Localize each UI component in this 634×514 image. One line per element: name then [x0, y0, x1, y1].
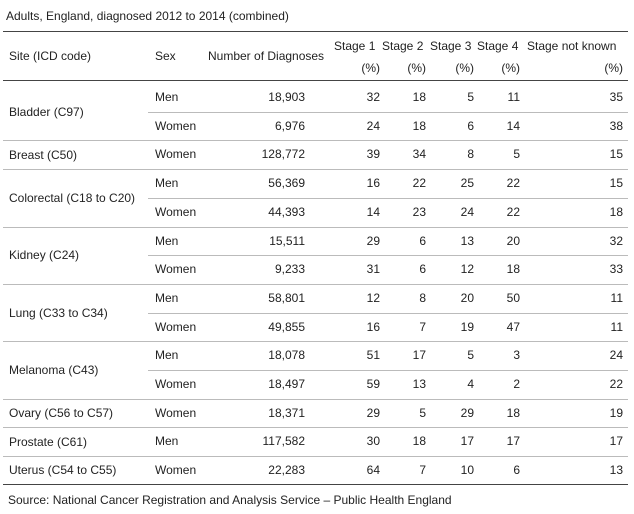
diagnoses-cell: 22,283 [268, 463, 305, 478]
unknown-cell: 15 [609, 176, 623, 191]
site-cell: Melanoma (C43) [9, 363, 99, 377]
header-stage-unknown: Stage not known [527, 39, 617, 53]
s4-cell: 14 [506, 118, 520, 133]
unknown-cell: 18 [609, 204, 623, 219]
sex-cell: Women [155, 147, 197, 162]
s3-cell: 8 [467, 147, 474, 162]
unknown-cell: 15 [609, 147, 623, 162]
header-stage3-unit: (%) [455, 61, 474, 75]
header-stage4-unit: (%) [501, 61, 520, 75]
s1-cell: 29 [366, 405, 380, 420]
header-stage1-unit: (%) [361, 61, 380, 75]
s4-cell: 50 [506, 290, 520, 305]
site-cell: Lung (C33 to C34) [9, 306, 108, 320]
s2-cell: 34 [412, 147, 426, 162]
row-divider [148, 370, 628, 371]
sex-cell: Women [155, 118, 197, 133]
s3-cell: 4 [467, 377, 474, 391]
s3-cell: 24 [460, 204, 474, 219]
s3-cell: 20 [460, 290, 474, 305]
site-cell: Colorectal (C18 to C20) [9, 191, 136, 205]
row-divider [148, 112, 628, 113]
sex-cell: Men [155, 348, 179, 363]
diagnoses-cell: 18,078 [268, 348, 305, 363]
sex-cell: Women [155, 262, 197, 277]
header-stage2: Stage 2 [382, 39, 424, 53]
unknown-cell: 32 [609, 233, 623, 248]
sex-cell: Men [155, 90, 179, 104]
diagnoses-cell: 18,371 [268, 405, 305, 420]
s2-cell: 8 [419, 290, 426, 305]
row-divider [148, 255, 628, 256]
diagnoses-cell: 44,393 [268, 204, 305, 219]
s2-cell: 6 [419, 262, 426, 277]
diagnoses-cell: 9,233 [274, 262, 305, 277]
s4-cell: 3 [513, 348, 520, 363]
s2-cell: 22 [412, 176, 426, 191]
diagnoses-cell: 58,801 [268, 290, 305, 305]
site-cell: Bladder (C97) [9, 105, 84, 119]
site-cell: Prostate (C61) [9, 435, 88, 449]
source-note: Source: National Cancer Registration and Analysis Service – Public Health England [8, 493, 452, 507]
s3-cell: 5 [467, 348, 474, 363]
diagnoses-cell: 56,369 [268, 176, 305, 191]
s1-cell: 24 [366, 118, 380, 133]
s2-cell: 17 [412, 348, 426, 363]
unknown-cell: 35 [609, 90, 623, 104]
header-stage2-unit: (%) [407, 61, 426, 75]
s1-cell: 16 [366, 319, 380, 334]
s1-cell: 39 [366, 147, 380, 162]
s1-cell: 31 [366, 262, 380, 277]
diagnoses-cell: 15,511 [269, 233, 305, 248]
group-divider [3, 341, 628, 342]
sex-cell: Women [155, 204, 197, 219]
s2-cell: 7 [419, 319, 426, 334]
caption-rule [3, 31, 628, 32]
row-divider [148, 313, 628, 314]
s3-cell: 13 [460, 233, 474, 248]
s1-cell: 14 [366, 204, 380, 219]
s2-cell: 18 [412, 118, 426, 133]
s2-cell: 6 [419, 233, 426, 248]
s1-cell: 64 [366, 463, 380, 478]
header-rule [3, 80, 628, 81]
group-divider [3, 169, 628, 170]
sex-cell: Men [155, 176, 179, 191]
diagnoses-cell: 117,582 [262, 434, 305, 449]
table-caption: Adults, England, diagnosed 2012 to 2014 (combined) [6, 9, 289, 23]
sex-cell: Women [155, 405, 197, 420]
s3-cell: 29 [460, 405, 474, 420]
s4-cell: 18 [506, 262, 520, 277]
diagnoses-cell: 128,772 [261, 147, 305, 162]
site-cell: Breast (C50) [9, 148, 78, 162]
s4-cell: 47 [506, 319, 520, 334]
unknown-cell: 33 [609, 262, 623, 277]
unknown-cell: 13 [609, 463, 623, 478]
s3-cell: 5 [467, 90, 474, 104]
sex-cell: Men [155, 434, 179, 449]
unknown-cell: 38 [609, 118, 623, 133]
s4-cell: 17 [506, 434, 520, 449]
unknown-cell: 24 [609, 348, 623, 363]
diagnoses-cell: 6,976 [274, 118, 305, 133]
s4-cell: 11 [507, 90, 520, 104]
sex-cell: Women [155, 319, 197, 334]
s4-cell: 22 [506, 204, 520, 219]
diagnoses-cell: 18,497 [268, 377, 305, 391]
site-cell: Ovary (C56 to C57) [9, 406, 114, 420]
header-sex: Sex [155, 49, 176, 63]
s2-cell: 13 [412, 377, 426, 391]
sex-cell: Women [155, 463, 197, 478]
unknown-cell: 17 [609, 434, 623, 449]
row-divider [148, 198, 628, 199]
site-cell: Kidney (C24) [9, 248, 80, 262]
sex-cell: Men [155, 290, 179, 305]
s1-cell: 59 [366, 377, 380, 391]
s2-cell: 5 [419, 405, 426, 420]
header-stage3: Stage 3 [430, 39, 472, 53]
header-diagnoses: Number of Diagnoses [208, 49, 325, 63]
s1-cell: 16 [366, 176, 380, 191]
s3-cell: 6 [467, 118, 474, 133]
group-divider [3, 399, 628, 400]
diagnoses-cell: 49,855 [268, 319, 305, 334]
s3-cell: 17 [460, 434, 474, 449]
s1-cell: 32 [366, 90, 380, 104]
s1-cell: 30 [366, 434, 380, 449]
group-divider [3, 456, 628, 457]
s4-cell: 22 [506, 176, 520, 191]
site-cell: Uterus (C54 to C55) [9, 463, 117, 477]
group-divider [3, 284, 628, 285]
s1-cell: 12 [366, 290, 380, 305]
diagnoses-cell: 18,903 [268, 90, 305, 104]
group-divider [3, 427, 628, 428]
unknown-cell: 22 [609, 377, 623, 391]
group-divider [3, 140, 628, 141]
s3-cell: 12 [460, 262, 474, 277]
s1-cell: 51 [366, 348, 380, 363]
s4-cell: 2 [513, 377, 520, 391]
header-stage1: Stage 1 [334, 39, 376, 53]
header-stage-unknown-unit: (%) [604, 61, 623, 75]
s4-cell: 20 [506, 233, 520, 248]
sex-cell: Men [155, 233, 179, 248]
s2-cell: 18 [412, 90, 426, 104]
unknown-cell: 11 [610, 319, 623, 334]
s1-cell: 29 [366, 233, 380, 248]
s2-cell: 18 [412, 434, 426, 449]
sex-cell: Women [155, 377, 197, 391]
header-site: Site (ICD code) [9, 49, 92, 63]
s4-cell: 6 [513, 463, 520, 478]
s2-cell: 23 [412, 204, 426, 219]
s4-cell: 5 [513, 147, 520, 162]
header-stage4: Stage 4 [477, 39, 519, 53]
unknown-cell: 11 [610, 290, 623, 305]
s2-cell: 7 [419, 463, 426, 478]
s3-cell: 10 [460, 463, 474, 478]
s3-cell: 25 [460, 176, 474, 191]
bottom-rule [3, 484, 628, 485]
unknown-cell: 19 [609, 405, 623, 420]
s4-cell: 18 [506, 405, 520, 420]
s3-cell: 19 [460, 319, 474, 334]
group-divider [3, 227, 628, 228]
